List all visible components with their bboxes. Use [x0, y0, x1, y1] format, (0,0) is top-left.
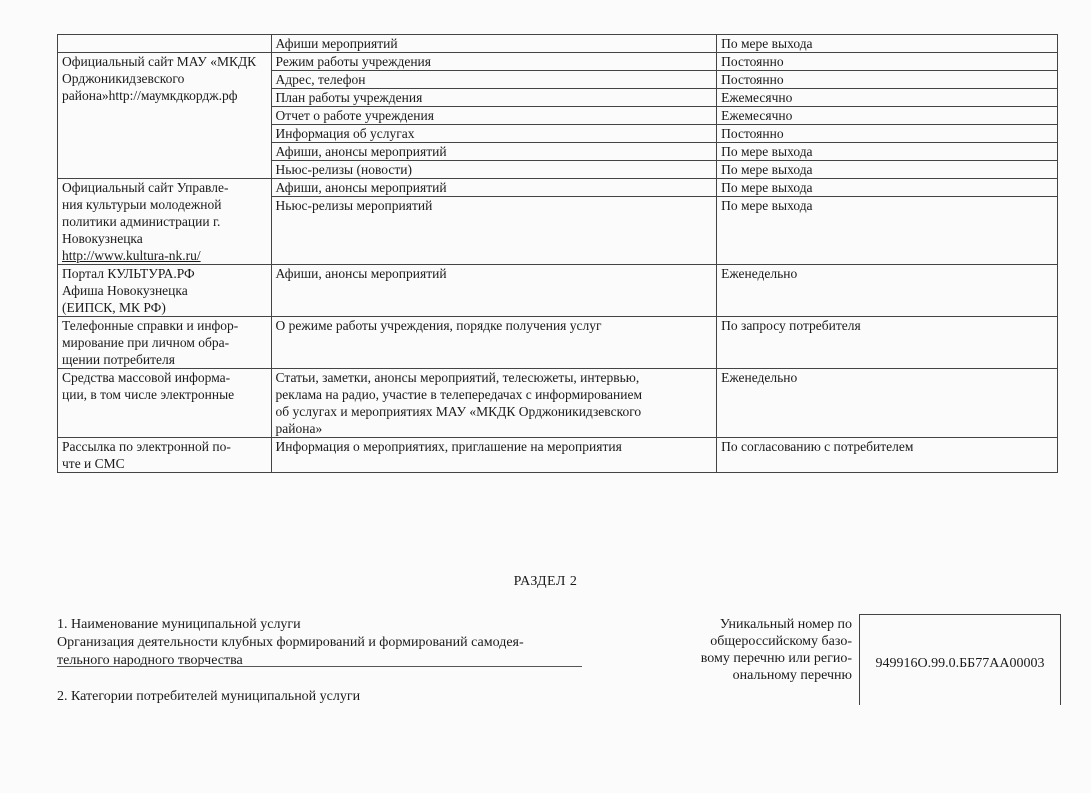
- source-cell: [58, 265, 272, 317]
- service-name-block: [57, 616, 582, 670]
- info-cell: Режим работы учреждения: [271, 53, 717, 71]
- source-line: мирование при личном обра-: [62, 335, 230, 350]
- unique-number-box: [859, 614, 1061, 705]
- source-cell: [58, 369, 272, 438]
- info-cell: Адрес, телефон: [271, 71, 717, 89]
- info-line: реклама на радио, участие в телепередачах с информированием: [275, 387, 643, 402]
- table-row: [58, 179, 1058, 197]
- source-line: щении потребителя: [62, 352, 175, 367]
- table-row: [58, 35, 1058, 53]
- frequency-cell: Ежемесячно: [717, 89, 1058, 107]
- frequency-cell: По согласованию с потребителем: [717, 438, 1058, 473]
- info-cell: Отчет о работе учреждения: [271, 107, 717, 125]
- information-table: [57, 34, 1058, 473]
- frequency-cell: По мере выхода: [717, 143, 1058, 161]
- consumer-categories-heading: 2. Категории потребителей муниципальной услуги: [57, 689, 361, 704]
- label-line: ональному перечню: [732, 668, 852, 683]
- website-link[interactable]: http://www.kultura-nk.ru/: [62, 248, 201, 263]
- source-cell: [58, 35, 272, 53]
- label-line: общероссийскому базо-: [710, 634, 852, 649]
- table-row: [58, 53, 1058, 71]
- source-cell: Официальный сайт МАУ «МКДК Орджоникидзевского района»http://маумкдкордж.рф: [58, 53, 272, 179]
- source-line: Портал КУЛЬТУРА.РФ: [62, 266, 195, 281]
- info-cell: Информация об услугах: [271, 125, 717, 143]
- info-cell: План работы учреждения: [271, 89, 717, 107]
- info-line: района»: [275, 421, 323, 436]
- info-cell: Ньюс-релизы мероприятий: [271, 197, 717, 265]
- source-cell: [58, 317, 272, 369]
- source-cell: [58, 179, 272, 265]
- service-heading: 1. Наименование муниципальной услуги: [57, 617, 301, 632]
- frequency-cell: Ежемесячно: [717, 107, 1058, 125]
- info-cell: [271, 369, 717, 438]
- source-line: Средства массовой информа-: [62, 370, 231, 385]
- source-line: ния культурыи молодежной: [62, 197, 222, 212]
- source-line: (ЕИПСК, МК РФ): [62, 300, 166, 315]
- frequency-cell: Еженедельно: [717, 369, 1058, 438]
- info-line: об услугах и мероприятиях МАУ «МКДК Орджоникидзевского: [275, 404, 642, 419]
- service-line: Организация деятельности клубных формирований и формирований самодея-: [57, 635, 524, 650]
- info-cell: Информация о мероприятиях, приглашение на мероприятия: [271, 438, 717, 473]
- section-title: РАЗДЕЛ 2: [513, 574, 578, 589]
- frequency-cell: Постоянно: [717, 71, 1058, 89]
- info-line: Статьи, заметки, анонсы мероприятий, телесюжеты, интервью,: [275, 370, 640, 385]
- info-cell: Афиши, анонсы мероприятий: [271, 265, 717, 317]
- info-cell: Афиши, анонсы мероприятий: [271, 179, 717, 197]
- service-line: тельного народного творчества: [57, 653, 243, 668]
- frequency-cell: По мере выхода: [717, 197, 1058, 265]
- frequency-cell: По мере выхода: [717, 179, 1058, 197]
- table-row: [58, 265, 1058, 317]
- info-cell: Афиши, анонсы мероприятий: [271, 143, 717, 161]
- frequency-cell: По мере выхода: [717, 35, 1058, 53]
- source-line: Официальный сайт Управле-: [62, 180, 229, 195]
- service-underline: [57, 666, 582, 667]
- source-line: Новокузнецка: [62, 231, 143, 246]
- info-cell: Афиши мероприятий: [271, 35, 717, 53]
- unique-number-value: 949916О.99.0.ББ77АА00003: [875, 656, 1045, 671]
- frequency-cell: Постоянно: [717, 125, 1058, 143]
- frequency-cell: По мере выхода: [717, 161, 1058, 179]
- source-line: политики администрации г.: [62, 214, 221, 229]
- source-line: ции, в том числе электронные: [62, 387, 235, 402]
- frequency-cell: Еженедельно: [717, 265, 1058, 317]
- unique-number-label: [668, 616, 852, 684]
- label-line: вому перечню или регио-: [700, 651, 852, 666]
- source-line: Рассылка по электронной по-: [62, 439, 231, 454]
- table-row: [58, 317, 1058, 369]
- frequency-cell: Постоянно: [717, 53, 1058, 71]
- source-line: Телефонные справки и инфор-: [62, 318, 239, 333]
- frequency-cell: По запросу потребителя: [717, 317, 1058, 369]
- source-line: чте и СМС: [62, 456, 125, 471]
- source-line: Афиша Новокузнецка: [62, 283, 188, 298]
- table-row: [58, 438, 1058, 473]
- table-row: [58, 369, 1058, 438]
- label-line: Уникальный номер по: [719, 617, 852, 632]
- info-cell: Ньюс-релизы (новости): [271, 161, 717, 179]
- info-cell: О режиме работы учреждения, порядке получения услуг: [271, 317, 717, 369]
- source-cell: [58, 438, 272, 473]
